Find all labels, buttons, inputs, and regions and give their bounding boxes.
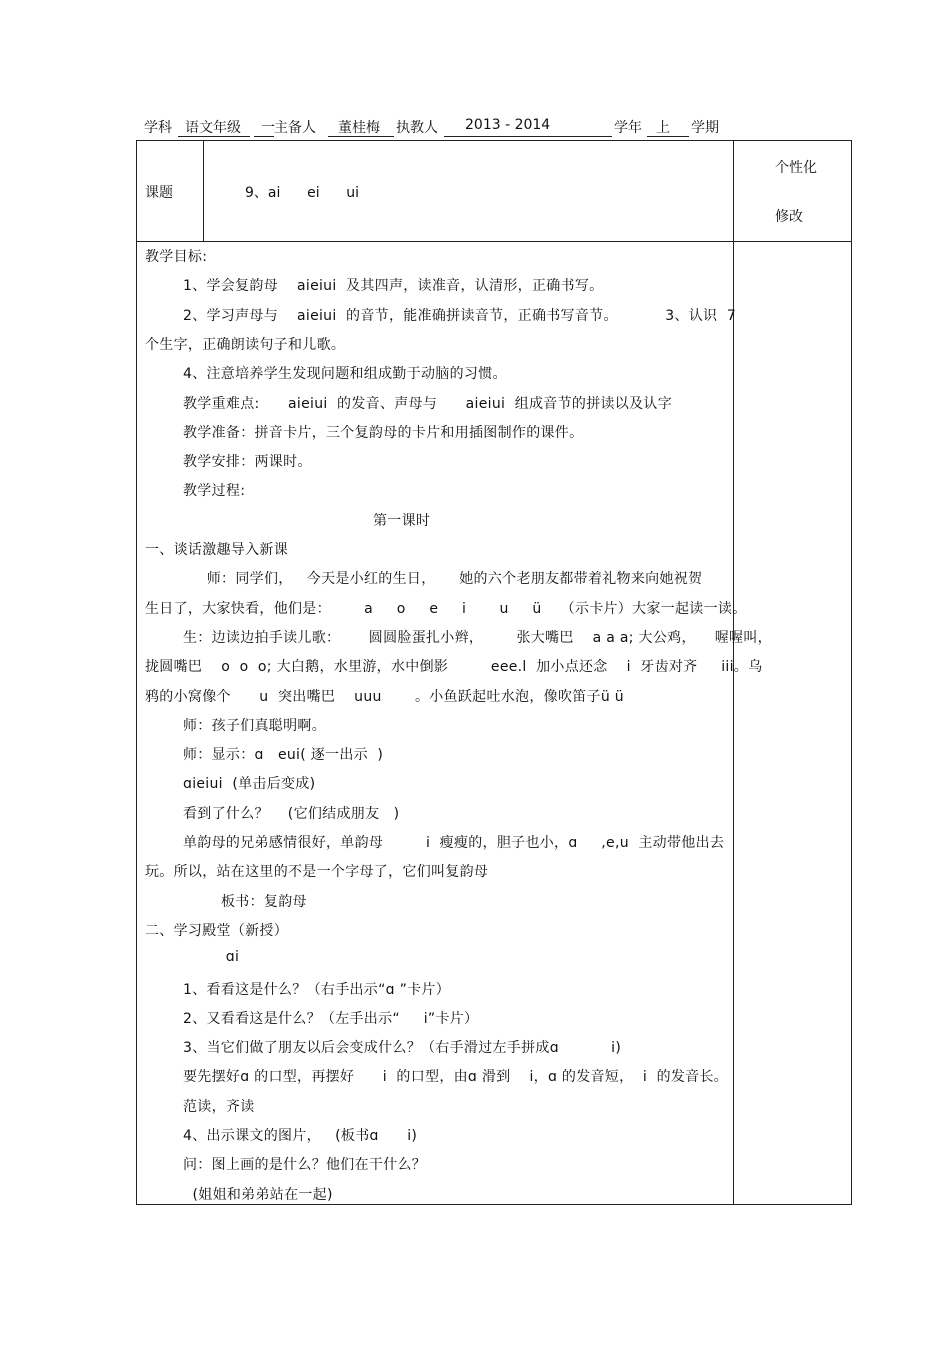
subject-label: 学科 (144, 120, 172, 136)
underline-preparer (328, 136, 394, 137)
underline-year (444, 136, 612, 137)
content-line: 教学过程: (145, 483, 246, 500)
content-line: 2、学习声母与 aieiui 的音节，能准确拼读音节，正确书写音节。 3、认识 7 (145, 307, 737, 324)
underline-grade (254, 136, 274, 137)
content-line: 生日了，大家快看，他们是： a o e i u ü （示卡片）大家一起读一读。 (145, 600, 747, 617)
content-line: 教学目标: (145, 249, 208, 265)
preparer-label: 主备人 (274, 120, 316, 136)
content-line: ɑieiui (单击后变成) (145, 776, 316, 793)
topic-value: 9、ai ei ui (245, 185, 360, 201)
year-value: 2013 - 2014 (465, 117, 551, 133)
grade-value: 一 (261, 120, 275, 136)
divider-header-row (137, 241, 851, 242)
content-line: (姐姐和弟弟站在一起) (145, 1186, 333, 1203)
teacher-label: 执教人 (396, 120, 438, 136)
content-line: 教学重难点: aieiui 的发音、声母与 aieiui 组成音节的拼读以及认字 (145, 395, 672, 412)
lesson-plan-table (136, 140, 852, 1205)
side-header-personalize: 个性化 (775, 160, 817, 176)
topic-label: 课题 (145, 185, 173, 201)
underline-subject (178, 136, 250, 137)
preparer-value: 董桂梅 (338, 120, 380, 136)
content-line: 师：同学们， 今天是小红的生日， 她的六个老朋友都带着礼物来向她祝贺 (145, 571, 703, 588)
content-line: 3、当它们做了朋友以后会变成什么？（右手滑过左手拼成ɑ i) (145, 1040, 622, 1057)
term-label: 学期 (691, 120, 719, 136)
divider-topic-label (203, 141, 204, 241)
content-line: 玩。所以，站在这里的不是一个字母了，它们叫复韵母 (145, 864, 489, 881)
content-line: 1、学会复韵母 aieiui 及其四声，读准音，认清形，正确书写。 (145, 278, 604, 295)
content-line: 教学准备：拼音卡片，三个复韵母的卡片和用插图制作的课件。 (145, 424, 584, 441)
content-line: 师：孩子们真聪明啊。 (145, 717, 327, 734)
content-line: 1、看看这是什么？（右手出示“ɑ ”卡片） (145, 981, 451, 998)
content-line: 第一课时 (145, 512, 431, 529)
content-line: 二、学习殿堂（新授） (145, 922, 288, 939)
content-line: 问：图上画的是什么？他们在干什么？ (145, 1157, 427, 1174)
content-line: 要先摆好ɑ 的口型，再摆好 i 的口型，由ɑ 滑到 i，ɑ 的发音短， i 的发音长。 (145, 1069, 729, 1086)
academic-year-label: 学年 (614, 120, 642, 136)
content-line: 生：边读边拍手读儿歌： 圆圆脸蛋扎小辫， 张大嘴巴 a a a; 大公鸡， 喔喔叫， (145, 629, 772, 646)
content-line: 一、谈话激趣导入新课 (145, 542, 288, 558)
content-line: 师：显示：ɑ eui( 逐一出示 ) (145, 747, 384, 764)
document-header (144, 117, 764, 139)
content-line: 教学安排：两课时。 (145, 454, 312, 471)
underline-term (647, 136, 689, 137)
content-line: 4、注意培养学生发现问题和组成勤于动脑的习惯。 (145, 366, 507, 383)
content-line: 拢圆嘴巴 o o o; 大白鹅，水里游，水中倒影 eee.l 加小点还念 i 牙齿对齐 iii。乌 (145, 659, 763, 676)
content-line: ɑi (145, 949, 240, 966)
subject-value: 语文年级 (185, 120, 241, 136)
content-line: 鸦的小窝像个 u 突出嘴巴 uuu 。小鱼跃起吐水泡，像吹笛子ü ü (145, 688, 624, 705)
content-line: 2、又看看这是什么？（左手出示“ i”卡片） (145, 1010, 479, 1027)
content-line: 单韵母的兄弟感情很好，单韵母 i 瘦瘦的，胆子也小，ɑ ,e,u 主动带他出去 (145, 835, 725, 851)
content-line: 范读，齐读 (145, 1098, 255, 1115)
content-line: 看到了什么？ (它们结成朋友 ) (145, 805, 400, 822)
content-line: 板书：复韵母 (145, 893, 307, 910)
side-header-revise: 修改 (775, 209, 803, 225)
content-line: 4、出示课文的图片， (板书ɑ i) (145, 1128, 418, 1144)
term-value: 上 (656, 120, 670, 136)
content-line: 个生字，正确朗读句子和儿歌。 (145, 336, 346, 353)
